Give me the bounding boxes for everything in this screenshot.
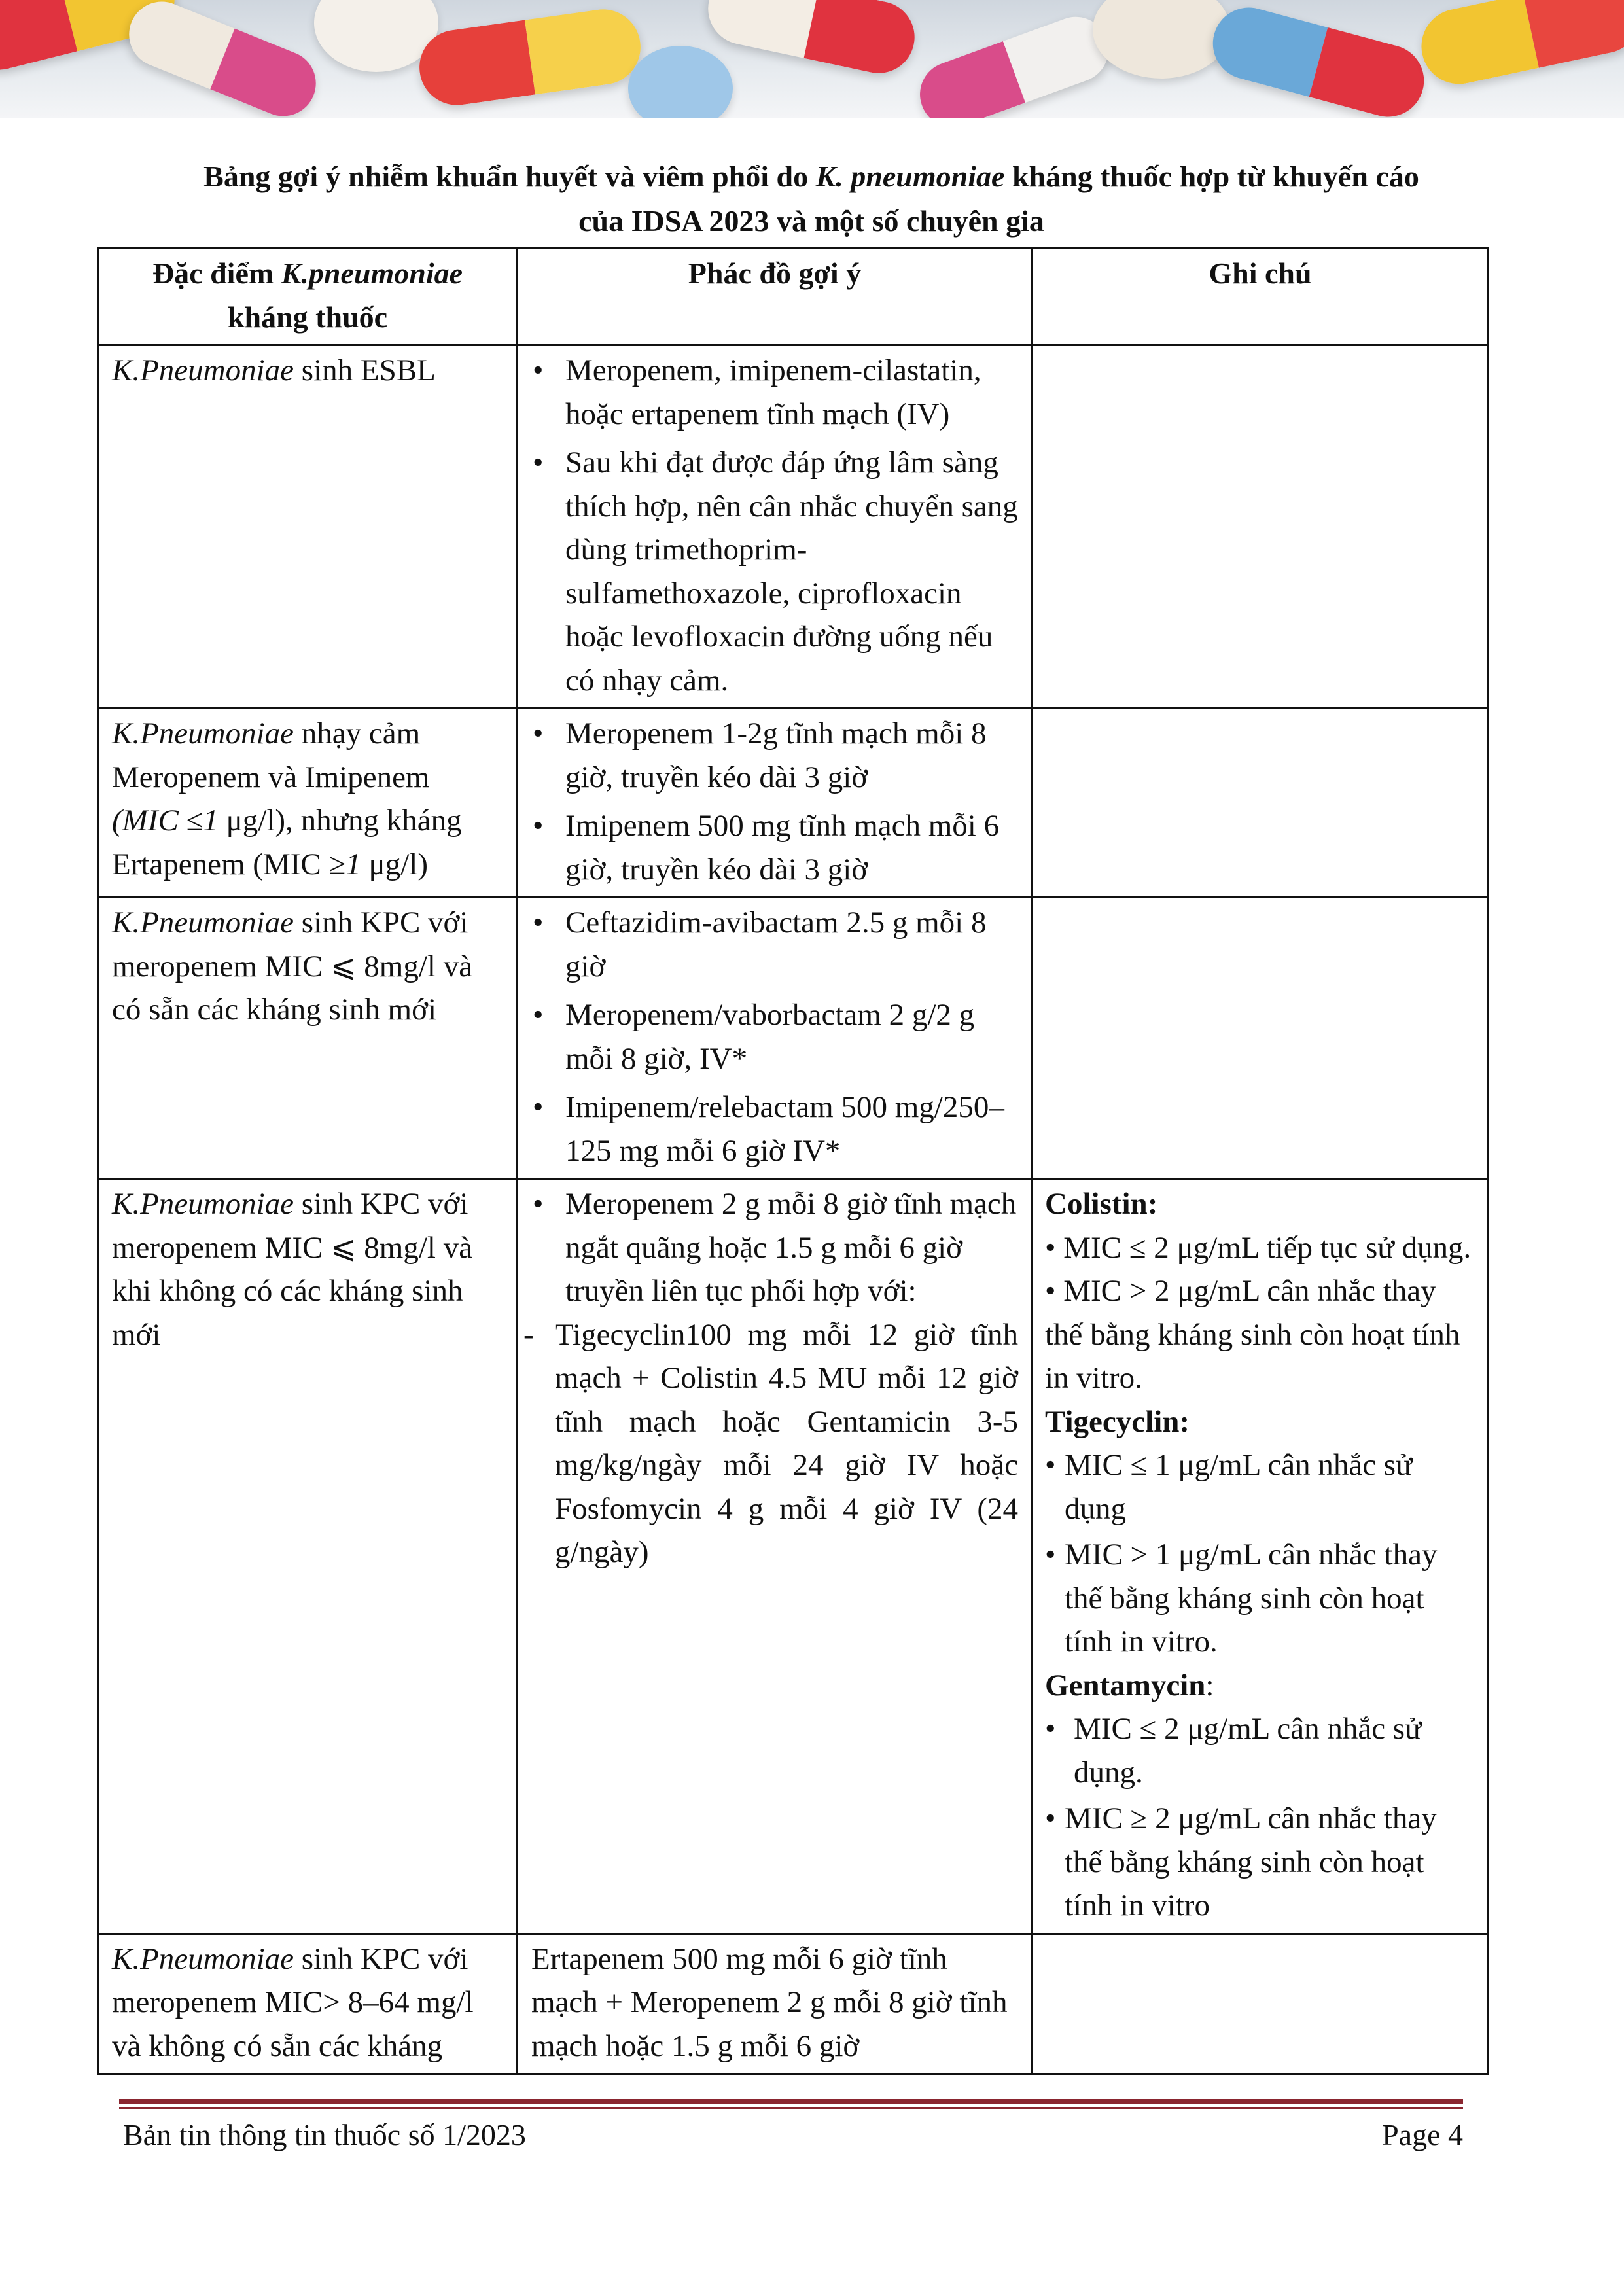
regimen-dash-item xyxy=(523,1313,1018,1574)
footer-rule-thick xyxy=(119,2099,1463,2104)
bullet-icon: • xyxy=(533,809,544,843)
header-col1-end: kháng thuốc xyxy=(227,300,388,334)
row-3-regimen xyxy=(518,898,1033,1179)
bullet-icon: • xyxy=(1045,1538,1056,1572)
title-line-1-end: kháng thuốc hợp từ khuyến cáo xyxy=(1004,160,1419,193)
row-2-char-text-2: μg/l), nhưng kháng Ertapenem (MIC ≥ xyxy=(112,804,462,881)
regimen-bullet xyxy=(531,441,1018,702)
regimen-text: Meropenem, imipenem-cilastatin, hoặc ertapenem tĩnh mạch (IV) xyxy=(565,353,981,431)
treatment-table xyxy=(97,247,1489,2075)
row-2-regimen xyxy=(518,709,1033,898)
title-line-1 xyxy=(98,154,1525,199)
note-tigecyclin-heading: Tigecyclin: xyxy=(1045,1404,1190,1439)
row-1-char-text: sinh ESBL xyxy=(294,353,436,387)
regimen-text: Tigecyclin100 mg mỗi 12 giờ tĩnh mạch + Colistin 4.5 MU mỗi 12 giờ tĩnh mạch hoặc Gentamicin 3-5 mg/kg/ngày mỗi 24 giờ IV hoặc Fosfomycin 4 g mỗi 4 giờ IV (24 g/ngày) xyxy=(555,1317,1018,1569)
dash-icon: - xyxy=(523,1317,534,1352)
bullet-icon: • xyxy=(533,906,544,940)
note-gentamycin-heading xyxy=(1045,1664,1478,1708)
row-5-notes xyxy=(1033,1934,1489,2074)
header-regimen: Phác đồ gợi ý xyxy=(518,249,1033,345)
regimen-text: Ceftazidim-avibactam 2.5 g mỗi 8 giờ xyxy=(565,906,987,983)
header-col1-start: Đặc điểm xyxy=(152,256,281,290)
header-col1-species: K.pneumoniae xyxy=(281,256,463,290)
row-3-characteristic xyxy=(98,898,518,1179)
row-4-notes xyxy=(1033,1179,1489,1934)
note-tigecyclin-1: MIC ≤ 1 μg/mL cân nhắc sử dụng xyxy=(1065,1448,1413,1526)
row-2-characteristic xyxy=(98,709,518,898)
row-3-char-text: sinh KPC với meropenem MIC ⩽ 8mg/l và có sẵn các kháng sinh mới xyxy=(112,906,473,1027)
regimen-text: Imipenem/relebactam 500 mg/250–125 mg mỗi 6 giờ IV* xyxy=(565,1090,1004,1168)
title-line-1-start: Bảng gợi ý nhiễm khuẩn huyết và viêm phổi do xyxy=(203,160,816,193)
title-species: K. pneumoniae xyxy=(815,160,1005,193)
table-row xyxy=(98,1179,1489,1934)
regimen-text: Imipenem 500 mg tĩnh mạch mỗi 6 giờ, truyền kéo dài 3 giờ xyxy=(565,809,1000,887)
header-characteristics xyxy=(98,249,518,345)
row-5-species: K.Pneumoniae xyxy=(112,1941,294,1976)
note-bullet xyxy=(1045,1797,1478,1928)
regimen-text: Ertapenem 500 mg mỗi 6 giờ tĩnh mạch + Meropenem 2 g mỗi 8 giờ tĩnh mạch hoặc 1.5 g mỗi 6 giờ xyxy=(531,1941,1008,2063)
row-2-notes xyxy=(1033,709,1489,898)
regimen-text: Meropenem/vaborbactam 2 g/2 g mỗi 8 giờ, IV* xyxy=(565,998,975,1076)
bullet-icon: • xyxy=(533,446,544,480)
row-2-mic-1: (MIC ≤1 xyxy=(112,804,219,838)
table-row xyxy=(98,898,1489,1179)
row-4-regimen xyxy=(518,1179,1033,1934)
bullet-icon: • xyxy=(1045,1712,1056,1746)
bullet-icon: • xyxy=(533,998,544,1032)
bullet-icon: • xyxy=(1045,1448,1056,1482)
regimen-bullet xyxy=(531,804,1018,891)
footer-page-number: Page 4 xyxy=(1382,2118,1463,2151)
row-4-char-text: sinh KPC với meropenem MIC ⩽ 8mg/l và khi không có các kháng sinh mới xyxy=(112,1187,473,1352)
note-bullet xyxy=(1045,1533,1478,1664)
regimen-text: Sau khi đạt được đáp ứng lâm sàng thích hợp, nên cân nhắc chuyển sang dùng trimethoprim-sulfamethoxazole, ciprofloxacin hoặc levofloxacin đường uống nếu có nhạy cảm. xyxy=(565,446,1018,698)
note-tigecyclin-2: MIC > 1 μg/mL cân nhắc thay thế bằng kháng sinh còn hoạt tính in vitro. xyxy=(1065,1538,1438,1659)
bullet-icon: • xyxy=(533,353,544,387)
regimen-bullet xyxy=(531,349,1018,436)
row-5-char-text: sinh KPC với meropenem MIC> 8–64 mg/l và không có sẵn các kháng xyxy=(112,1941,474,2063)
note-gentamycin-2: MIC ≥ 2 μg/mL cân nhắc thay thế bằng kháng sinh còn hoạt tính in vitro xyxy=(1065,1801,1437,1922)
row-5-regimen xyxy=(518,1934,1033,2074)
row-1-species: K.Pneumoniae xyxy=(112,353,294,387)
bullet-icon: • xyxy=(533,716,544,751)
row-5-characteristic xyxy=(98,1934,518,2074)
table-row xyxy=(98,345,1489,709)
regimen-bullet xyxy=(531,901,1018,988)
regimen-bullet xyxy=(531,1182,1018,1313)
header-notes: Ghi chú xyxy=(1033,249,1489,345)
regimen-text: Meropenem 1-2g tĩnh mạch mỗi 8 giờ, truyền kéo dài 3 giờ xyxy=(565,716,987,794)
note-colistin-heading: Colistin: xyxy=(1045,1187,1158,1221)
row-2-mic-2: 1 xyxy=(345,847,361,881)
header-banner xyxy=(0,0,1624,118)
row-4-characteristic xyxy=(98,1179,518,1934)
bullet-icon: • xyxy=(533,1187,544,1221)
table-header-row xyxy=(98,249,1489,345)
note-colistin-2: • MIC > 2 μg/mL cân nhắc thay thế bằng kháng sinh còn hoạt tính in vitro. xyxy=(1045,1274,1460,1395)
page-title xyxy=(98,154,1525,243)
row-2-species: K.Pneumoniae xyxy=(112,716,294,751)
row-1-notes xyxy=(1033,345,1489,709)
table-row xyxy=(98,1934,1489,2074)
row-2-char-text: nhạy cảm Meropenem và Imipenem xyxy=(112,716,430,794)
row-3-species: K.Pneumoniae xyxy=(112,906,294,940)
row-2-char-text-3: μg/l) xyxy=(361,847,429,881)
row-1-characteristic xyxy=(98,345,518,709)
regimen-bullet xyxy=(531,1086,1018,1173)
note-gentamycin-colon: : xyxy=(1205,1668,1214,1703)
table-row xyxy=(98,709,1489,898)
regimen-bullet xyxy=(531,712,1018,799)
note-bullet xyxy=(1045,1707,1478,1794)
footer-rule-thin xyxy=(119,2107,1463,2109)
note-gentamycin-1: MIC ≤ 2 μg/mL cân nhắc sử dụng. xyxy=(1074,1712,1422,1790)
row-1-regimen xyxy=(518,345,1033,709)
note-gentamycin-title: Gentamycin xyxy=(1045,1668,1206,1703)
footer-bulletin-title: Bản tin thông tin thuốc số 1/2023 xyxy=(123,2118,526,2151)
bullet-icon: • xyxy=(533,1090,544,1124)
row-3-notes xyxy=(1033,898,1489,1179)
title-line-2: của IDSA 2023 và một số chuyên gia xyxy=(578,204,1044,238)
note-colistin-1: • MIC ≤ 2 μg/mL tiếp tục sử dụng. xyxy=(1045,1230,1472,1265)
regimen-text: Meropenem 2 g mỗi 8 giờ tĩnh mạch ngắt quãng hoặc 1.5 g mỗi 6 giờ truyền liên tục phối hợp với: xyxy=(565,1187,1017,1308)
regimen-bullet xyxy=(531,993,1018,1080)
row-4-species: K.Pneumoniae xyxy=(112,1187,294,1221)
bullet-icon: • xyxy=(1045,1801,1056,1835)
note-bullet xyxy=(1045,1443,1478,1530)
